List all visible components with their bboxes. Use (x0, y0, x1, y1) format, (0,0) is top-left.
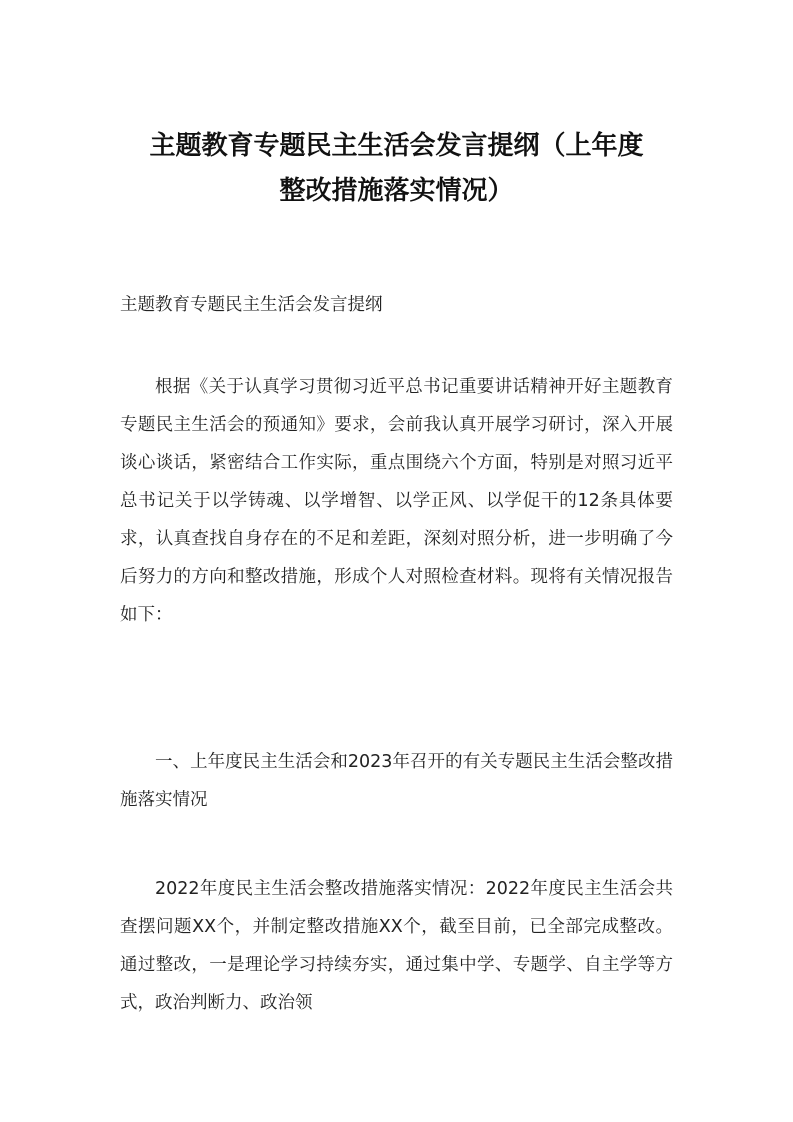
title-line-1: 主题教育专题民主生活会发言提纲（上年度 (149, 131, 644, 161)
title-line-2: 整改措施落实情况） (279, 176, 514, 206)
section-heading-1: 一、上年度民主生活会和2023年召开的有关专题民主生活会整改措施落实情况 (120, 752, 673, 810)
body-paragraph-2: 2022年度民主生活会整改措施落实情况：2022年度民主生活会共查摆问题XX个，并制定整改措施XX个，截至目前，已全部完成整改。通过整改，一是理论学习持续夯实，通过集中学、专题学、自主学等方式，政治判断力、政治领 (120, 879, 673, 1013)
intro-paragraph: 根据《关于认真学习贯彻习近平总书记重要讲话精神开好主题教育专题民主生活会的预通知》要求，会前我认真开展学习研讨，深入开展谈心谈话，紧密结合工作实际，重点围绕六个方面，特别是对照习近平总书记关于以学铸魂、以学增智、以学正风、以学促干的12条具体要求，认真查找自身存在的不足和差距，深刻对照分析，进一步明确了今后努力的方向和整改措施，形成个人对照检查材料。现将有关情况报告如下： (120, 377, 673, 625)
document-title (120, 124, 673, 214)
document-subtitle: 主题教育专题民主生活会发言提纲 (120, 295, 383, 315)
